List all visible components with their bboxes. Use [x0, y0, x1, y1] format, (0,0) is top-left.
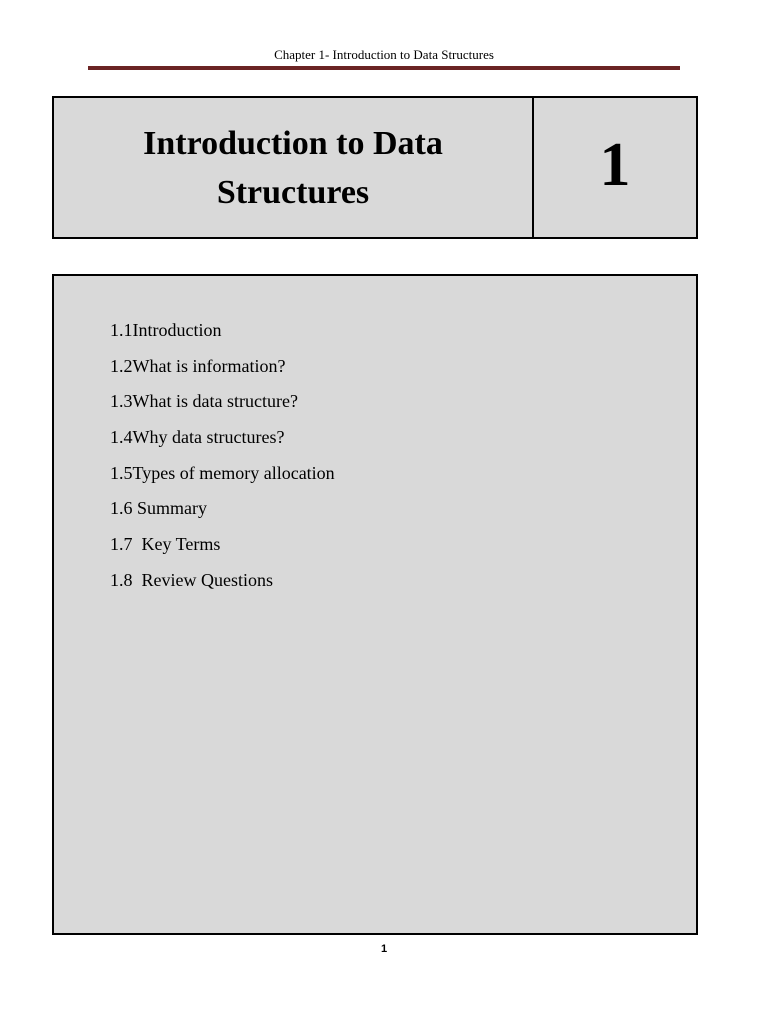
page-number: 1 [380, 943, 388, 955]
toc-item-what-is-data-structure: 1.3What is data structure? [110, 391, 298, 412]
toc-item-review-questions: 1.8 Review Questions [110, 569, 273, 590]
toc-item-why-data-structures: 1.4Why data structures? [110, 427, 285, 448]
chapter-title-cell [54, 98, 534, 237]
toc-item-what-is-information: 1.2What is information? [110, 355, 286, 376]
header-rule [88, 66, 680, 70]
toc-list [110, 320, 335, 606]
toc-item-introduction: 1.1Introduction [110, 320, 222, 340]
toc-item-summary: 1.6 Summary [110, 498, 207, 519]
toc-item-memory-allocation: 1.5Types of memory allocation [110, 462, 335, 483]
toc-item-key-terms: 1.7 Key Terms [110, 534, 221, 555]
chapter-number-cell [534, 98, 696, 237]
table-of-contents-box [52, 274, 698, 935]
running-header: Chapter 1- Introduction to Data Structures [274, 47, 494, 62]
chapter-number: 1 [599, 130, 631, 199]
chapter-title: Introduction to Data Structures [143, 124, 443, 211]
chapter-title-box [52, 96, 698, 239]
